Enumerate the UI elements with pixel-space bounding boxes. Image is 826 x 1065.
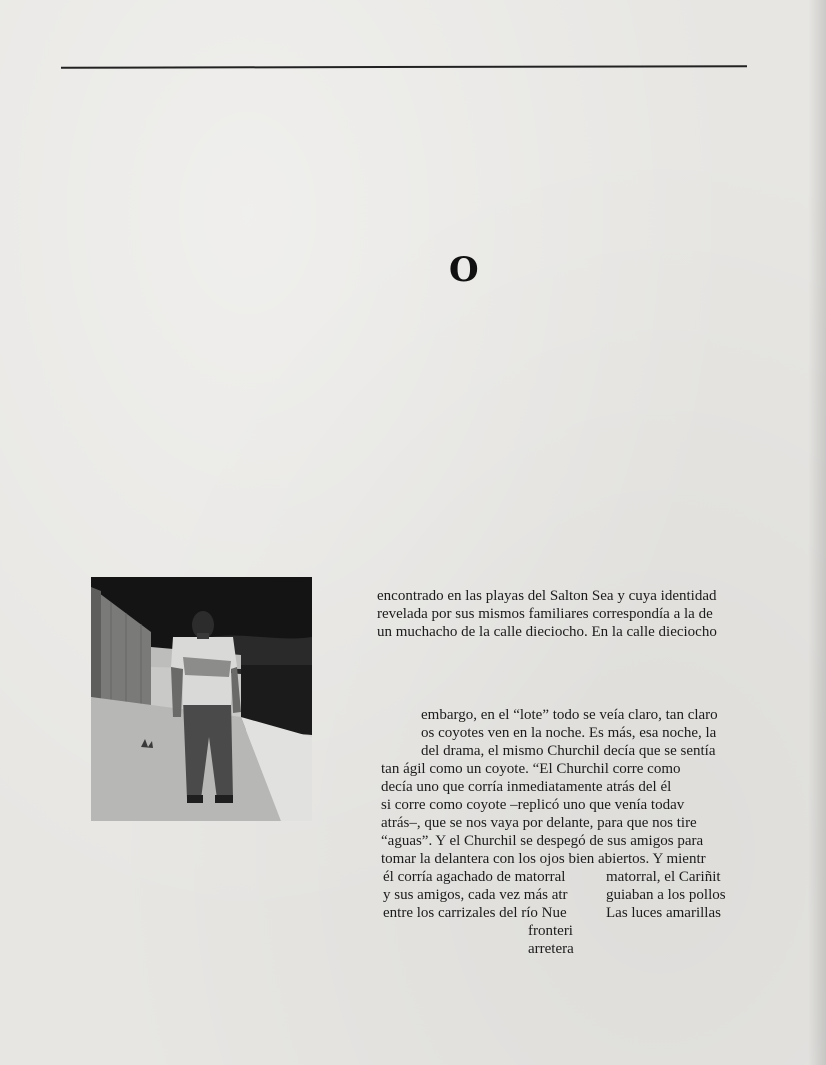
- body-line: un muchacho de la calle dieciocho. En la calle dieciocho: [377, 624, 717, 640]
- body-line: él corría agachado de matorral: [383, 869, 566, 885]
- body-line: encontrado en las playas del Salton Sea y cuya identidad: [377, 588, 717, 604]
- photograph: [91, 577, 312, 821]
- body-line: “aguas”. Y el Churchil se despegó de sus amigos para: [381, 833, 704, 849]
- body-line: Las luces amarillas: [606, 905, 721, 921]
- body-line: os coyotes ven en la noche. Es más, esa noche, la: [421, 725, 717, 741]
- body-line: si corre como coyote –replicó uno que venía todav: [381, 797, 685, 813]
- body-line: entre los carrizales del río Nue: [383, 905, 567, 921]
- body-line: atrás–, que se nos vaya por delante, para que nos tire: [381, 815, 697, 831]
- body-line: fronteri: [528, 923, 573, 939]
- body-line: guiaban a los pollos: [606, 887, 726, 903]
- body-line: embargo, en el “lote” todo se veía claro, tan claro: [421, 707, 718, 723]
- body-line: matorral, el Cariñit: [606, 869, 721, 885]
- header-rule: [61, 65, 747, 68]
- body-line: arretera: [528, 941, 574, 957]
- body-line: decía uno que corría inmediatamente atrás del él: [381, 779, 672, 795]
- body-line: revelada por sus mismos familiares correspondía a la de: [377, 606, 713, 622]
- page-edge-shadow: [808, 0, 826, 1065]
- body-line: y sus amigos, cada vez más atr: [383, 887, 568, 903]
- body-line: tomar la delantera con los ojos bien abiertos. Y mientr: [381, 851, 706, 867]
- body-line: del drama, el mismo Churchil decía que se sentía: [421, 743, 716, 759]
- man-standing-photo: [91, 577, 312, 821]
- chapter-drop-letter: O: [449, 250, 479, 290]
- body-line: tan ágil como un coyote. “El Churchil corre como: [381, 761, 681, 777]
